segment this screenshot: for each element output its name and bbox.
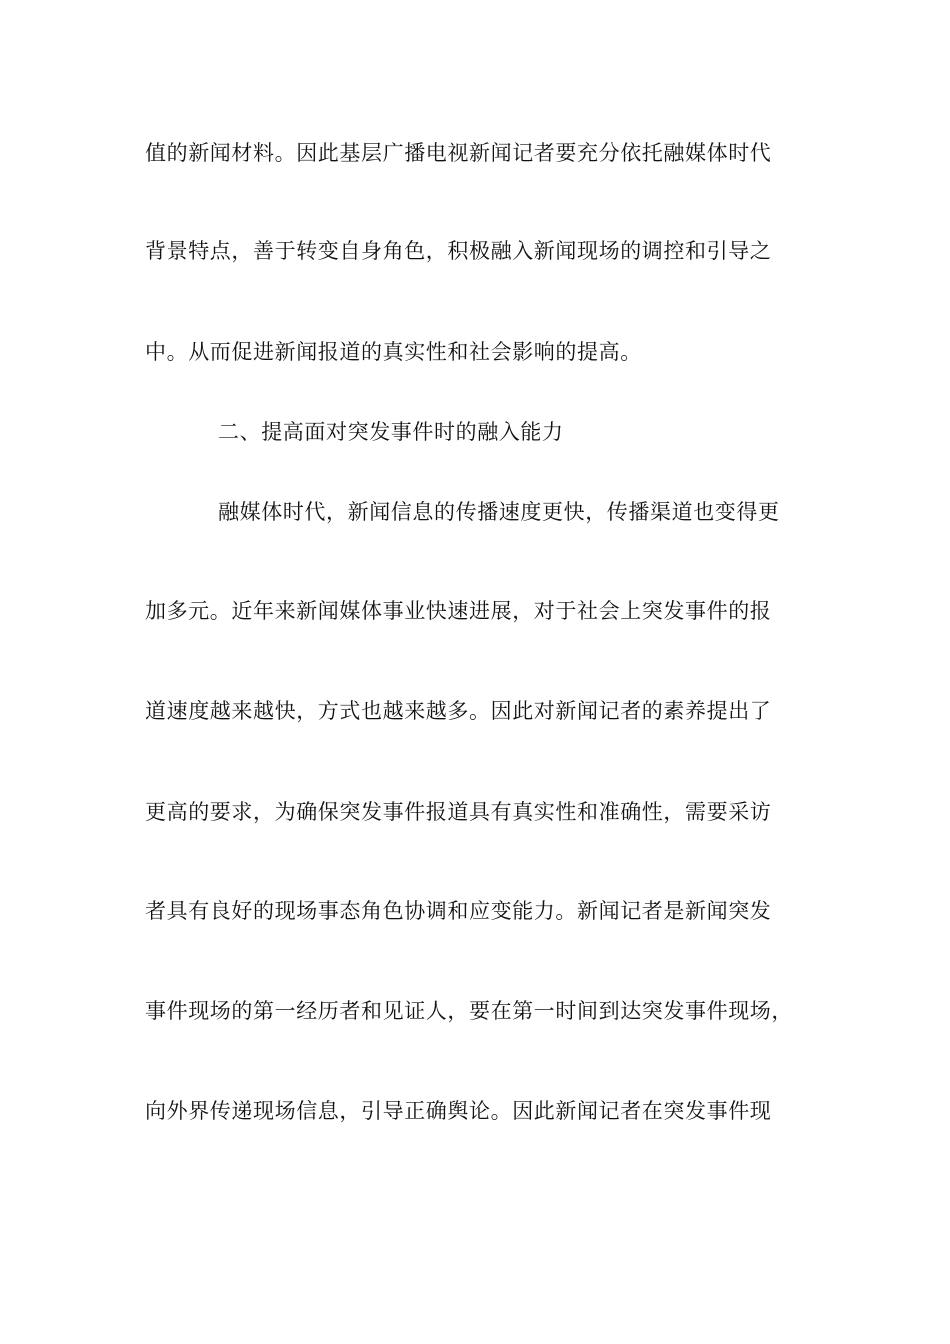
paragraph-line: 道速度越来越快，方式也越来越多。因此对新闻记者的素养提出了 xyxy=(145,699,772,723)
section-heading: 二、提高面对突发事件时的融入能力 xyxy=(218,420,564,444)
paragraph-line: 加多元。近年来新闻媒体事业快速进展，对于社会上突发事件的报 xyxy=(145,599,772,623)
paragraph-line: 背景特点，善于转变自身角色，积极融入新闻现场的调控和引导之 xyxy=(145,239,772,263)
paragraph-line: 中。从而促进新闻报道的真实性和社会影响的提高。 xyxy=(145,340,642,364)
paragraph-line: 者具有良好的现场事态角色协调和应变能力。新闻记者是新闻突发 xyxy=(145,899,772,923)
paragraph-line: 事件现场的第一经历者和见证人，要在第一时间到达突发事件现场， xyxy=(145,999,793,1023)
paragraph-line: 更高的要求，为确保突发事件报道具有真实性和准确性，需要采访 xyxy=(145,800,772,824)
paragraph-line: 融媒体时代，新闻信息的传播速度更快，传播渠道也变得更 xyxy=(218,500,780,524)
paragraph-line: 向外界传递现场信息，引导正确舆论。因此新闻记者在突发事件现 xyxy=(145,1099,772,1123)
paragraph-line: 值的新闻材料。因此基层广播电视新闻记者要充分依托融媒体时代 xyxy=(145,141,772,165)
